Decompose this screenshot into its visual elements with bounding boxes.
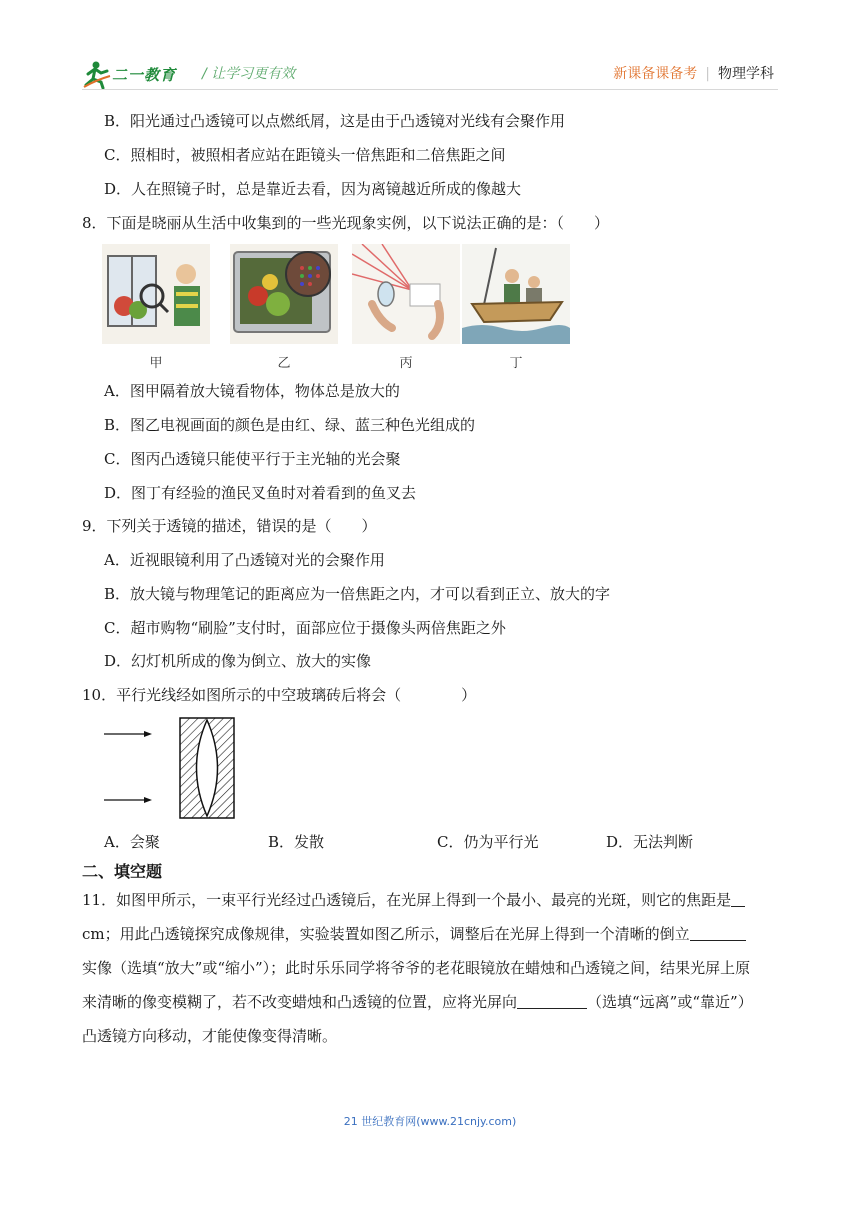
q8-pictures — [102, 244, 562, 374]
q11-blank-focal-length — [731, 890, 745, 907]
q11-line-3: 实像（选填“放大”或“缩小”）；此时乐乐同学将爷爷的老花眼镜放在蜡烛和凸透镜之间，结果光屏上原 — [82, 959, 751, 977]
fisherman-boat-picture — [462, 244, 570, 344]
lens-burning-picture — [352, 244, 460, 344]
q7-option-d: D．人在照镜子时，总是靠近去看，因为离镜越近所成的像越大 — [104, 180, 522, 198]
q11-line-1: 11．如图甲所示，一束平行光经过凸透镜后，在光屏上得到一个最小、最亮的光斑，则它的焦距是 — [82, 883, 782, 917]
page-footer: 21 世纪教育网(www.21cnjy.com) — [343, 1115, 517, 1128]
header-right — [613, 63, 774, 83]
q8-option-c: C．图丙凸透镜只能使平行于主光轴的光会聚 — [104, 450, 401, 468]
picture-label-yi: 乙 — [277, 356, 291, 371]
q9-stem: 9．下列关于透镜的描述，错误的是（ ） — [82, 517, 377, 535]
q11-blank-image-type — [690, 924, 746, 941]
page-header — [82, 56, 778, 92]
picture-label-ding: 丁 — [509, 356, 523, 371]
q10-option-d: D．无法判断 — [606, 833, 694, 851]
q7-option-c: C．照相时，被照相者应站在距镜头一倍焦距和二倍焦距之间 — [104, 146, 506, 164]
brand-name: 二一教育 — [112, 66, 177, 84]
magnifier-window-picture — [102, 244, 210, 344]
picture-label-jia: 甲 — [149, 356, 163, 371]
hollow-glass-brick-diagram — [100, 714, 240, 820]
q11-blank-direction — [517, 992, 587, 1009]
q10-stem: 10．平行光线经如图所示的中空玻璃砖后将会（ ） — [82, 686, 477, 704]
header-divider — [82, 89, 778, 90]
header-separator: | — [705, 66, 710, 82]
q11-paragraph — [82, 883, 782, 1053]
q7-option-b: B．阳光通过凸透镜可以点燃纸屑，这是由于凸透镜对光线有会聚作用 — [104, 112, 566, 130]
q9-option-c: C．超市购物“刷脸”支付时，面部应位于摄像头两倍焦距之外 — [104, 619, 506, 637]
picture-label-bing: 丙 — [399, 356, 413, 371]
q10-option-b: B．发散 — [268, 833, 325, 851]
q10-option-a: A．会聚 — [104, 833, 160, 851]
q10-option-c: C．仍为平行光 — [437, 833, 539, 851]
slogan: / 让学习更有效 — [202, 66, 296, 82]
q11-line-5: 凸透镜方向移动，才能使像变得清晰。 — [82, 1027, 338, 1045]
q9-option-a: A．近视眼镜利用了凸透镜对光的会聚作用 — [104, 551, 385, 569]
header-tag: 新课备课备考 — [613, 66, 698, 82]
q8-stem: 8．下面是晓丽从生活中收集到的一些光现象实例，以下说法正确的是：（ ） — [82, 214, 610, 232]
q9-option-b: B．放大镜与物理笔记的距离应为一倍焦距之内，才可以看到正立、放大的字 — [104, 585, 611, 603]
q8-option-b: B．图乙电视画面的颜色是由红、绿、蓝三种色光组成的 — [104, 416, 476, 434]
q8-option-a: A．图甲隔着放大镜看物体，物体总是放大的 — [104, 382, 400, 400]
q11-line-4: 来清晰的像变模糊了，若不改变蜡烛和凸透镜的位置，应将光屏向 （选填“远离”或“靠近”） — [82, 993, 753, 1011]
q9-option-d: D．幻灯机所成的像为倒立、放大的实像 — [104, 652, 372, 670]
q8-option-d: D．图丁有经验的渔民叉鱼时对着看到的鱼叉去 — [104, 484, 417, 502]
television-picture — [230, 244, 338, 344]
header-subject: 物理学科 — [718, 66, 774, 82]
q11-line-2: cm；用此凸透镜探究成像规律，实验装置如图乙所示，调整后在光屏上得到一个清晰的倒立 — [82, 917, 782, 951]
section-title-fill-in: 二、填空题 — [82, 862, 163, 881]
